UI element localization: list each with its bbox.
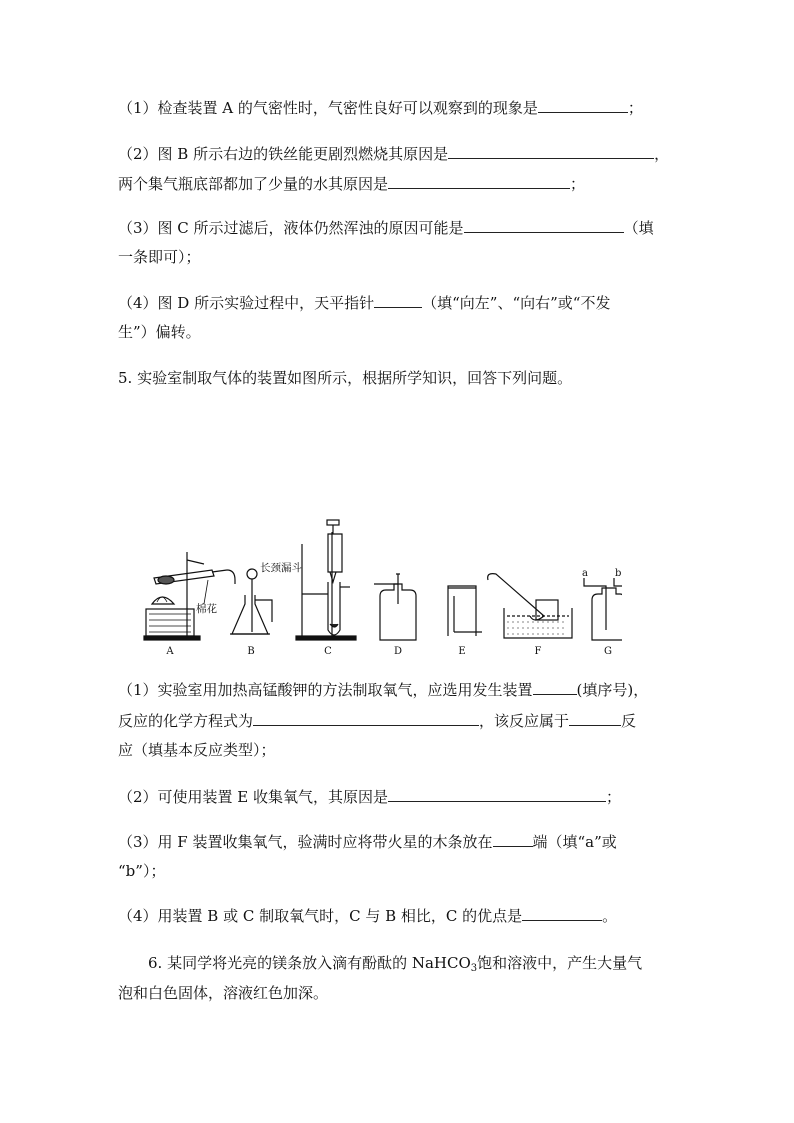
q4-part1-end: ； bbox=[627, 99, 643, 117]
label-c: C bbox=[324, 646, 332, 657]
q4-part2-line2 bbox=[118, 173, 585, 194]
apparatus-f bbox=[488, 574, 572, 638]
q4-part4 bbox=[118, 292, 610, 313]
q4-part1-text: （1）检查装置 A 的气密性时，气密性良好可以观察到的现象是 bbox=[118, 99, 538, 117]
q5-part1-blank1[interactable] bbox=[533, 679, 577, 695]
q4-part2-comma: ， bbox=[654, 145, 670, 163]
q5-part1-text2: 反应的化学方程式为 bbox=[118, 712, 254, 730]
q5-part3-line2 bbox=[118, 861, 165, 881]
q4-part4-text2: 生”）偏转。 bbox=[118, 323, 201, 341]
port-a-label: a bbox=[582, 568, 588, 579]
q5-part2-text: （2）可使用装置 E 收集氧气，其原因是 bbox=[118, 788, 389, 806]
q4-part4-line2 bbox=[118, 322, 201, 342]
q4-part2-text: （2）图 B 所示右边的铁丝能更剧烈燃烧其原因是 bbox=[118, 145, 449, 163]
q5-part4 bbox=[118, 905, 617, 926]
q5-part1-after: (填序号)， bbox=[576, 681, 649, 699]
q4-part4-after: （填“向左”、“向右”或“不发 bbox=[422, 294, 611, 312]
label-d: D bbox=[393, 646, 403, 657]
q5-part1-blank3[interactable] bbox=[569, 710, 621, 726]
q5-title-text: 5. 实验室制取气体的装置如图所示，根据所学知识，回答下列问题。 bbox=[118, 369, 573, 387]
q6-text2: 泡和白色固体，溶液红色加深。 bbox=[118, 984, 329, 1002]
q5-part1 bbox=[118, 679, 648, 700]
q5-part1-blank2[interactable] bbox=[253, 710, 479, 726]
q5-part4-end: 。 bbox=[602, 907, 618, 925]
q4-part2-text2: 两个集气瓶底部都加了少量的水其原因是 bbox=[118, 175, 389, 193]
q6-subscript: 3 bbox=[470, 963, 478, 974]
q5-part1-text: （1）实验室用加热高锰酸钾的方法制取氧气，应选用发生装置 bbox=[118, 681, 533, 699]
q5-part1-mid: ，该反应属于 bbox=[479, 712, 570, 730]
q4-part3-line2 bbox=[118, 247, 201, 267]
q5-part3-after: 端（填“a”或 bbox=[532, 833, 617, 851]
apparatus-d bbox=[374, 574, 416, 640]
q6-text1b: 饱和溶液中，产生大量气 bbox=[477, 954, 643, 972]
q5-part2 bbox=[118, 786, 621, 807]
q5-part2-end: ； bbox=[606, 788, 622, 806]
q4-part4-blank[interactable] bbox=[374, 292, 422, 308]
port-b-label: b bbox=[615, 568, 622, 579]
apparatus-c bbox=[296, 520, 356, 640]
label-b: B bbox=[247, 646, 255, 657]
label-e: E bbox=[458, 646, 466, 657]
label-a: A bbox=[166, 646, 174, 657]
q4-part4-text: （4）图 D 所示实验过程中，天平指针 bbox=[118, 294, 375, 312]
q5-part1-line2 bbox=[118, 710, 636, 731]
q4-part3-after: （填 bbox=[623, 219, 654, 237]
q5-part3-text2: “b”）； bbox=[118, 862, 166, 880]
label-g: G bbox=[604, 646, 612, 657]
q5-part4-text: （4）用装置 B 或 C 制取氧气时，C 与 B 相比，C 的优点是 bbox=[118, 907, 523, 925]
q4-part2 bbox=[118, 143, 669, 164]
q4-part2-blank2[interactable] bbox=[388, 173, 570, 189]
q6-line1 bbox=[148, 953, 642, 979]
q5-part3 bbox=[118, 831, 617, 852]
cotton-note: 棉花 bbox=[196, 603, 217, 615]
q5-part1-after2: 反 bbox=[621, 712, 637, 730]
apparatus-e bbox=[448, 586, 482, 636]
q4-part1 bbox=[118, 97, 643, 118]
apparatus-b bbox=[230, 569, 272, 634]
q5-part2-blank[interactable] bbox=[388, 786, 606, 802]
q5-part3-text: （3）用 F 装置收集氧气，验满时应将带火星的木条放在 bbox=[118, 833, 493, 851]
q5-part1-line3 bbox=[118, 740, 276, 760]
apparatus-g bbox=[584, 578, 622, 640]
funnel-note: 长颈漏斗 bbox=[260, 562, 302, 574]
q6-line2 bbox=[118, 983, 328, 1003]
q6-text1: 6. 某同学将光亮的镁条放入滴有酚酞的 NaHCO bbox=[148, 954, 471, 972]
q4-part3 bbox=[118, 217, 654, 238]
q5-title bbox=[118, 368, 572, 388]
apparatus-diagram bbox=[132, 512, 622, 657]
label-f: F bbox=[534, 646, 542, 657]
q4-part2-end: ； bbox=[570, 175, 586, 193]
q5-part3-blank[interactable] bbox=[493, 831, 533, 847]
q5-part1-text3: 应（填基本反应类型）； bbox=[118, 741, 276, 759]
q4-part1-blank[interactable] bbox=[538, 97, 628, 113]
q4-part3-text2: 一条即可）； bbox=[118, 248, 201, 266]
apparatus-a bbox=[144, 552, 235, 640]
q4-part3-text: （3）图 C 所示过滤后，液体仍然浑浊的原因可能是 bbox=[118, 219, 464, 237]
lab-apparatus-figure bbox=[132, 512, 622, 657]
q4-part2-blank1[interactable] bbox=[448, 143, 654, 159]
q4-part3-blank[interactable] bbox=[464, 217, 624, 233]
q5-part4-blank[interactable] bbox=[522, 905, 602, 921]
